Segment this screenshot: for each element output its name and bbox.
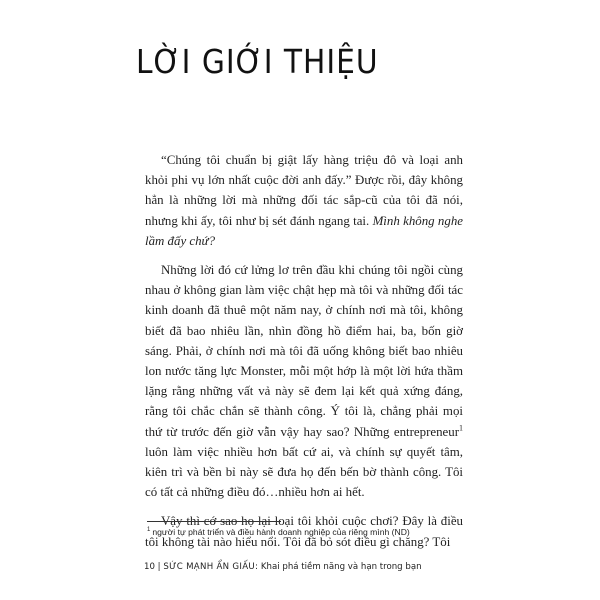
paragraph-1-italic: Mình không nghe lầm đấy chứ? (145, 213, 463, 248)
page-footer (144, 562, 422, 572)
body-text (145, 150, 463, 561)
paragraph-2 (145, 260, 463, 502)
footnote-mark: 1 (147, 527, 151, 534)
footnote-divider (147, 521, 281, 522)
paragraph-2-text-b: luôn làm việc nhiều hơn bất cứ ai, và chính sự quyết tâm, kiên trì và bền bỉ này sẽ đưa họ đến bến bờ thành công. Tôi có tất cả những điều đó…nhiều hơn ai hết. (145, 444, 463, 500)
book-title: SỨC MẠNH ẨN GIẤU: (163, 562, 259, 572)
chapter-heading: LỜI GIỚI THIỆU (136, 42, 379, 81)
page-number: 10 (144, 562, 155, 572)
footnote-reference: 1 (459, 423, 463, 433)
paragraph-2-text-a: Những lời đó cứ lửng lơ trên đầu khi chúng tôi ngồi cùng nhau ở không gian làm việc chật hẹp mà tôi và những đối tác kinh doanh đã thuê một năm nay, ở chính nơi mà tôi, không biết đã bao nhiêu lần, nhìn đồng hồ điểm hai, ba, bốn giờ sáng. Phải, ở chính nơi mà tôi đã uống không biết bao nhiêu lon nước tăng lực Monster, mỗi một hớp là một lời hứa thầm lặng rằng những vất vả này sẽ đem lại kết quả xứng đáng, rằng tôi chắc chắn sẽ thành công. Ý tôi là, chẳng phải mọi thứ từ trước đến giờ vẫn vậy hay sao? Những entrepreneur (145, 263, 463, 439)
paragraph-1-text: “Chúng tôi chuẩn bị giật lấy hàng triệu đô và loại anh khỏi phi vụ lớn nhất cuộc đời anh đấy.” Được rồi, đây không hẳn là những lời mà những đối tác sắp-cũ của tôi đã nói, nhưng khi ấy, tôi như bị sét đánh ngang tai. (145, 153, 463, 228)
book-subtitle: Khai phá tiềm năng và hạn trong bạn (260, 562, 422, 572)
footnote-text: người tự phát triển và điều hành doanh nghiệp của riêng mình (ND) (152, 527, 410, 537)
paragraph-1 (145, 150, 463, 251)
paragraph-3-text: Vậy thì cớ sao họ lại loại tôi khỏi cuộc chơi? Đây là điều tôi không tài nào hiểu nổi. Tôi đã bỏ sót điều gì chăng? Tôi (145, 514, 463, 549)
footnote (147, 527, 410, 537)
footer-separator: | (157, 562, 161, 572)
